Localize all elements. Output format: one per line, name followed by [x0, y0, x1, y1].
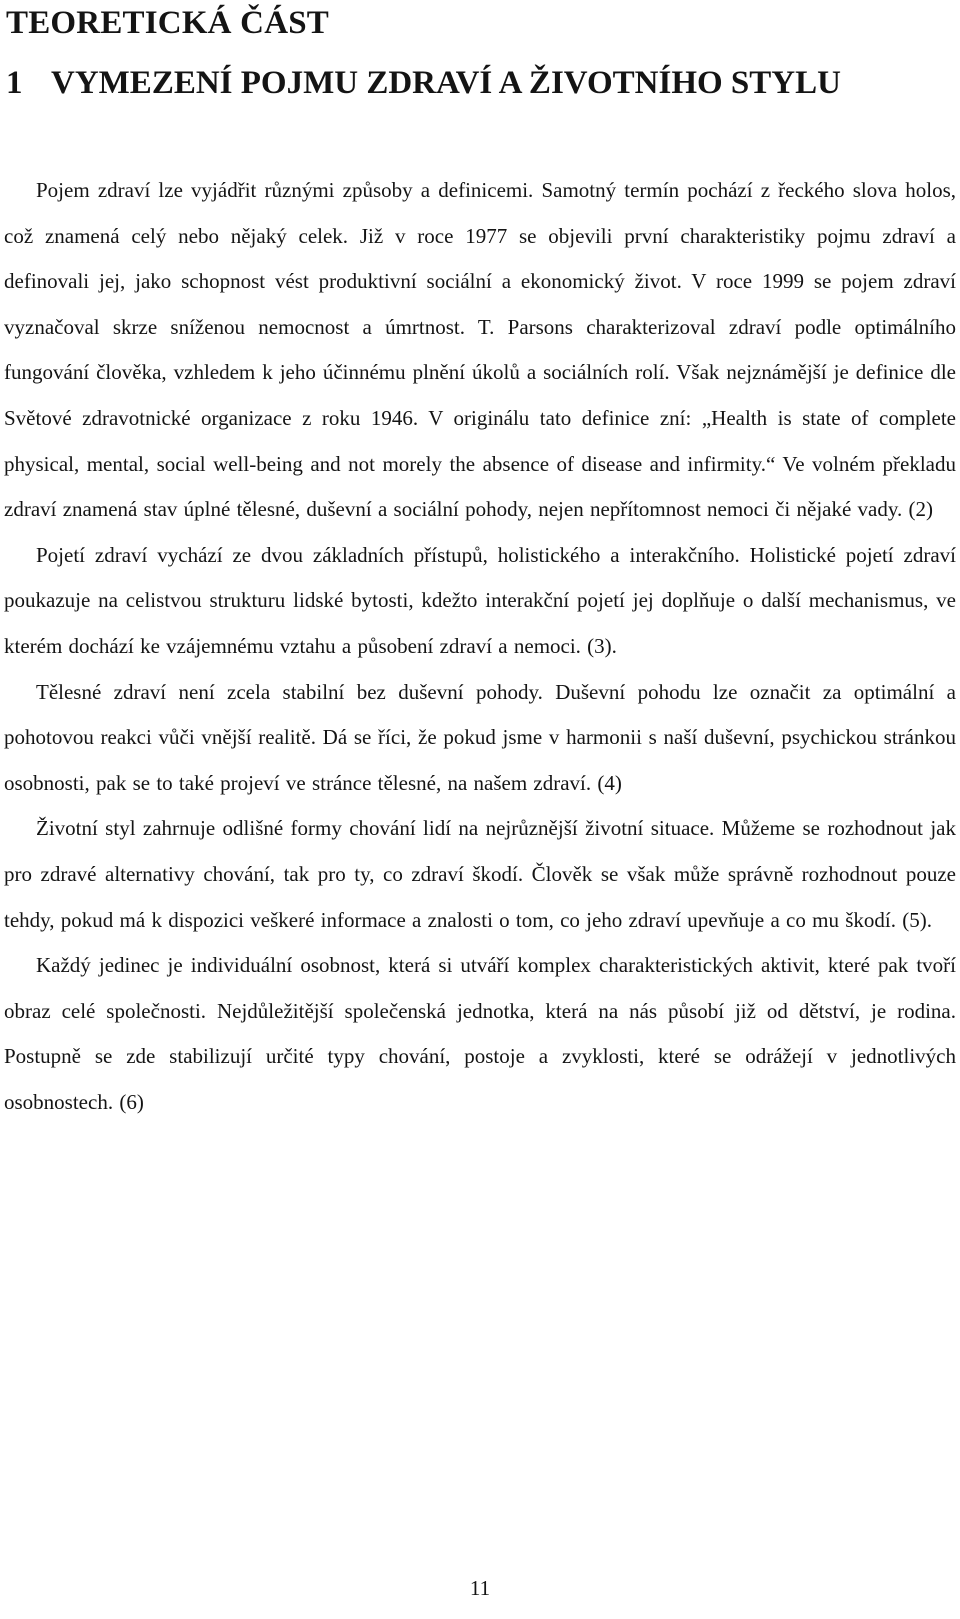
paragraph-individual-family: Každý jedinec je individuální osobnost, která si utváří komplex charakteristických aktivit, které pak tvoří obraz celé společnosti. Nejdůležitější společenská jednotka, která na nás působí již od dětství, je rodina. Postupně se zde stabilizují určité typy chování, postoje a zvyklosti, které se odrážejí v jednotlivých osobnostech. (6): [4, 953, 956, 1114]
chapter-title: VYMEZENÍ POJMU ZDRAVÍ A ŽIVOTNÍHO STYLU: [51, 65, 841, 101]
part-heading: TEORETICKÁ ČÁST: [6, 5, 329, 41]
chapter-heading: [6, 62, 841, 104]
paragraph-lifestyle: Životní styl zahrnuje odlišné formy chování lidí na nejrůznější životní situace. Můžeme se rozhodnout jak pro zdravé alternativy chování, tak pro ty, co zdraví škodí. Člověk se však může správně rozhodnout pouze tehdy, pokud má k dispozici veškeré informace a znalosti o tom, co jeho zdraví upevňuje a co mu škodí. (5).: [4, 816, 956, 932]
body-text: [4, 168, 956, 1125]
page-number: 11: [469, 1576, 491, 1600]
paragraph-physical-mental-health: Tělesné zdraví není zcela stabilní bez duševní pohody. Duševní pohodu lze označit za optimální a pohotovou reakci vůči vnější realitě. Dá se říci, že pokud jsme v harmonii s naší duševní, psychickou stránkou osobnosti, pak se to také projeví ve stránce tělesné, na našem zdraví. (4): [4, 679, 956, 795]
paragraph-health-approaches: Pojetí zdraví vychází ze dvou základních přístupů, holistického a interakčního. Holistické pojetí zdraví poukazuje na celistvou strukturu lidské bytosti, kdežto interakční pojetí jej doplňuje o další mechanismus, ve kterém dochází ke vzájemnému vztahu a působení zdraví a nemoci. (3).: [4, 542, 956, 658]
chapter-number: 1: [6, 65, 23, 101]
paragraph-health-definition: Pojem zdraví lze vyjádřit různými způsoby a definicemi. Samotný termín pochází z řeckého slova holos, což znamená celý nebo nějaký celek. Již v roce 1977 se objevili první charakteristiky pojmu zdraví a definovali jej, jako schopnost vést produktivní sociální a ekonomický život. V roce 1999 se pojem zdraví vyznačoval skrze sníženou nemocnost a úmrtnost. T. Parsons charakterizoval zdraví podle optimálního fungování člověka, vzhledem k jeho účinnému plnění úkolů a sociálních rolí. Však nejznámější je definice dle Světové zdravotnické organizace z roku 1946. V originálu tato definice zní: „Health is state of complete physical, mental, social well-being and not morely the absence of disease and infirmity.“ Ve volném překladu zdraví znamená stav úplné tělesné, duševní a sociální pohody, nejen nepřítomnost nemoci či nějaké vady. (2): [4, 178, 956, 522]
